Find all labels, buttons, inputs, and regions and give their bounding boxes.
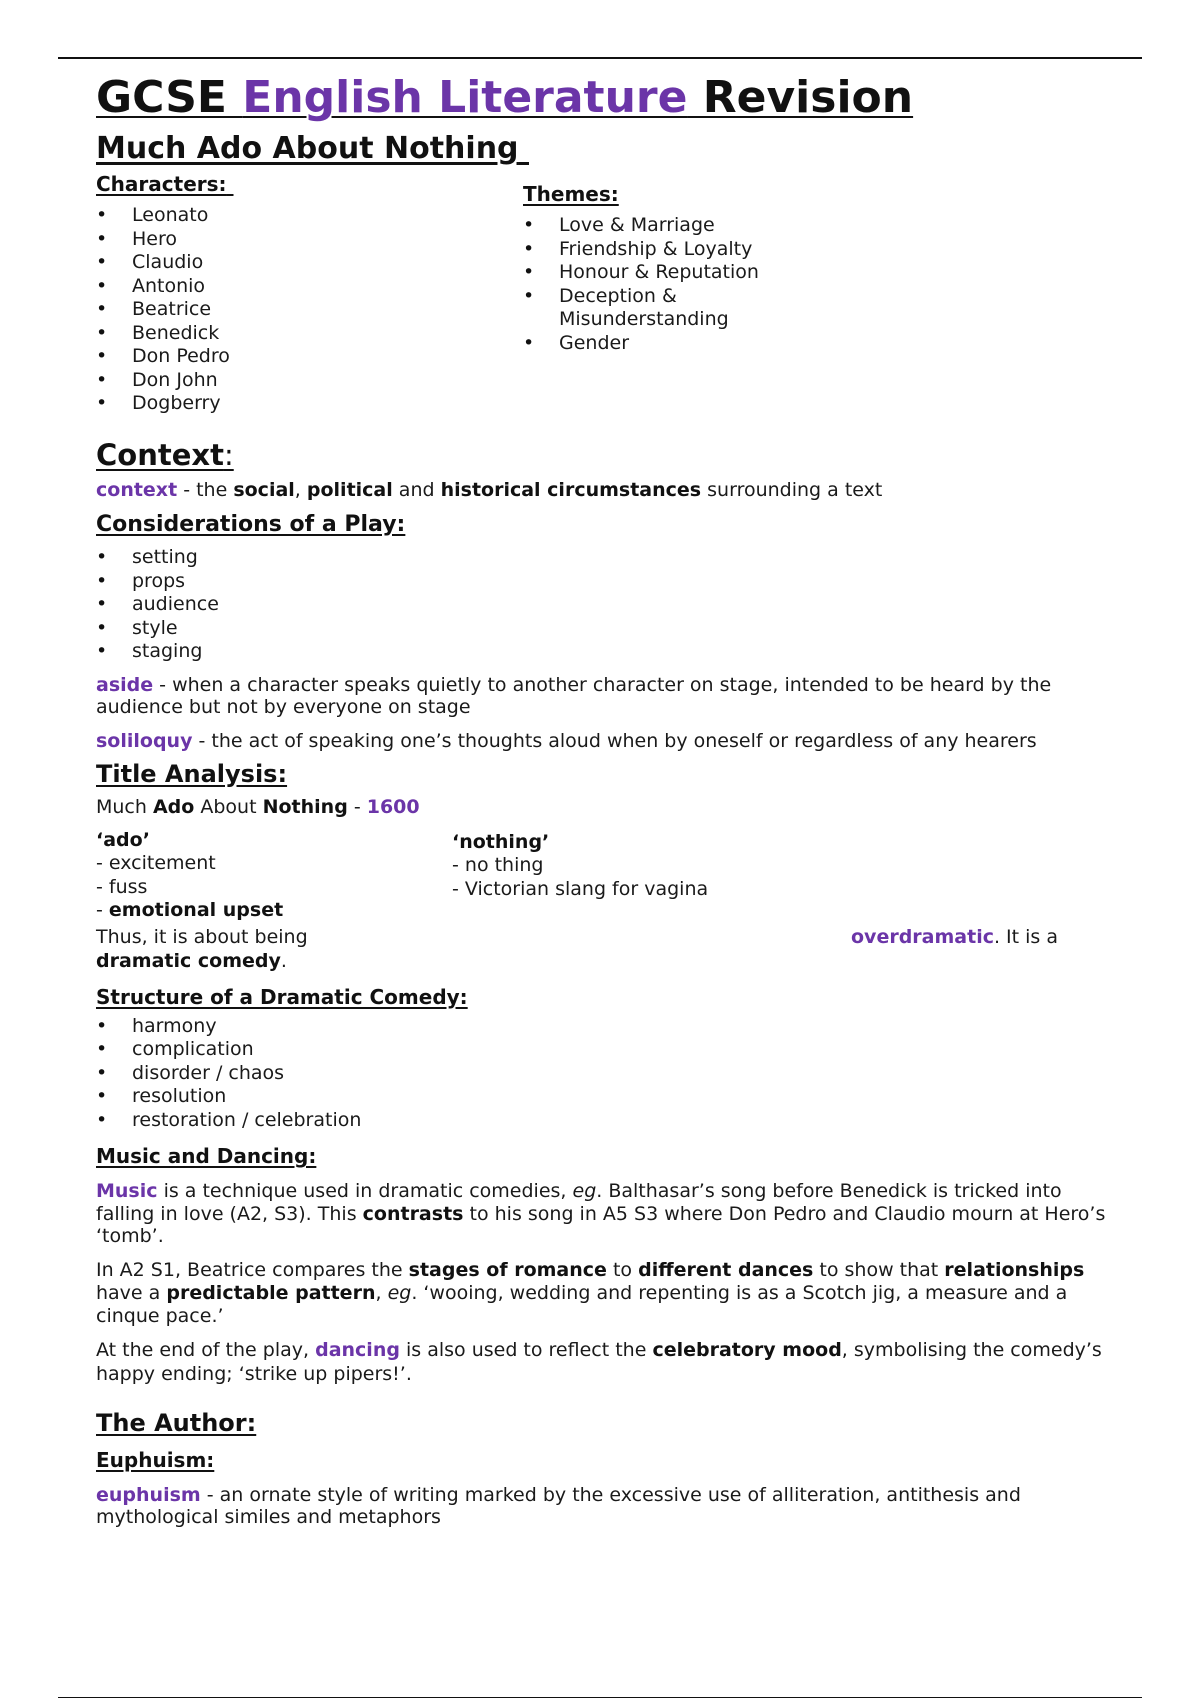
list-item: • Benedick (96, 322, 496, 346)
list-item: • Honour & Reputation (523, 261, 773, 285)
list-item: - Victorian slang for vagina (452, 877, 709, 900)
document-page (96, 68, 1116, 1528)
context-definition: context - the social, political and historical circumstances surrounding a text (96, 479, 883, 501)
list-item: • Dogberry (96, 392, 496, 416)
list-item: • setting (96, 546, 1116, 570)
list-item: • Claudio (96, 251, 496, 275)
list-item: • props (96, 570, 1116, 594)
list-item: • disorder / chaos (96, 1062, 1116, 1086)
list-item: • complication (96, 1038, 1116, 1062)
list-item: • resolution (96, 1085, 1116, 1109)
nothing-list (452, 854, 872, 901)
title-analysis-heading: Title Analysis: (96, 759, 288, 788)
list-item: - fuss (96, 875, 148, 898)
themes-column (523, 180, 943, 355)
list-item: • restoration / celebration (96, 1109, 1116, 1133)
aside-definition: aside - when a character speaks quietly to another character on stage, intended to be heard by the audience but not by everyone on stage (96, 673, 1052, 718)
author-heading: The Author: (96, 1408, 257, 1437)
title-word-analysis (96, 829, 1116, 925)
list-item: • Friendship & Loyalty (523, 238, 773, 262)
bottom-rule (58, 1697, 1142, 1698)
themes-heading: Themes: (523, 182, 619, 206)
music-term: Music (96, 1180, 158, 1202)
list-item: • Antonio (96, 275, 496, 299)
ado-column (96, 829, 416, 923)
list-item: • Love & Marriage (523, 214, 773, 238)
list-item: • style (96, 617, 1116, 641)
title-highlight: English Literature (242, 72, 688, 123)
music-paragraph: Music is a technique used in dramatic comedies, eg. Balthasar’s song before Benedick is tricked into falling in love (A2, S3). This contrasts to his song in A5 S3 where Don Pedro and Claudio mourn at Hero’s ‘tomb’. (96, 1180, 1106, 1247)
list-item: - excitement (96, 852, 216, 874)
structure-heading: Structure of a Dramatic Comedy: (96, 984, 468, 1009)
music-heading: Music and Dancing: (96, 1144, 317, 1168)
characters-heading: Characters: (96, 172, 227, 196)
list-item: - no thing (452, 854, 544, 876)
title-analysis-line: Much Ado About Nothing - 1600 (96, 795, 420, 818)
thus-paragraph: Thus, it is about being overdramatic. It is a dramatic comedy. (96, 925, 1059, 972)
euphuism-term: euphuism (96, 1483, 201, 1506)
euphuism-heading: Euphuism: (96, 1447, 215, 1472)
year: 1600 (366, 795, 420, 818)
list-item: • staging (96, 640, 1116, 664)
ending-dance-paragraph: At the end of the play, dancing is also used to reflect the celebratory mood, symbolising the comedy’s happy ending; ‘strike up pipers!’. (96, 1338, 1102, 1385)
list-item: • Deception & Misunderstanding (523, 285, 773, 332)
list-item: • Gender (523, 332, 773, 356)
dances-paragraph: In A2 S1, Beatrice compares the stages of romance to different dances to show that relationships have a predictable pattern, eg. ‘wooing, wedding and repenting is as a Scotch jig, a measure and a cinque pace.’ (96, 1258, 1085, 1327)
list-item: • Don Pedro (96, 345, 496, 369)
ado-heading: ‘ado’ (96, 828, 150, 851)
characters-column (96, 170, 496, 416)
themes-list (523, 214, 773, 355)
list-item: • Hero (96, 228, 496, 252)
list-item: • harmony (96, 1015, 1116, 1039)
list-item: • Don John (96, 369, 496, 393)
soliloquy-term: soliloquy (96, 729, 193, 752)
dancing-term: dancing (315, 1338, 400, 1361)
context-term: context (96, 479, 178, 501)
characters-themes-section (96, 170, 1116, 426)
euphuism-definition: euphuism - an ornate style of writing marked by the excessive use of alliteration, antithesis and mythological similes and metaphors (96, 1483, 1021, 1528)
nothing-column (452, 831, 872, 902)
structure-list (96, 1015, 1116, 1133)
list-item: • Leonato (96, 204, 496, 228)
characters-list (96, 204, 496, 416)
top-rule (58, 57, 1142, 59)
considerations-heading: Considerations of a Play: (96, 512, 406, 537)
overdramatic-term: overdramatic (851, 925, 994, 948)
list-item: • audience (96, 593, 1116, 617)
list-item: • Beatrice (96, 298, 496, 322)
play-title: Much Ado About Nothing (96, 131, 519, 166)
considerations-list (96, 546, 1116, 664)
soliloquy-definition: soliloquy - the act of speaking one’s thoughts aloud when by oneself or regardless of any hearers (96, 729, 1037, 752)
ado-list (96, 852, 416, 899)
nothing-heading: ‘nothing’ (452, 830, 550, 853)
aside-term: aside (96, 673, 154, 696)
ado-bold-item: - emotional upset (96, 899, 284, 921)
context-heading: Context: (96, 438, 234, 472)
page-title: GCSE English Literature Revision (96, 72, 914, 123)
